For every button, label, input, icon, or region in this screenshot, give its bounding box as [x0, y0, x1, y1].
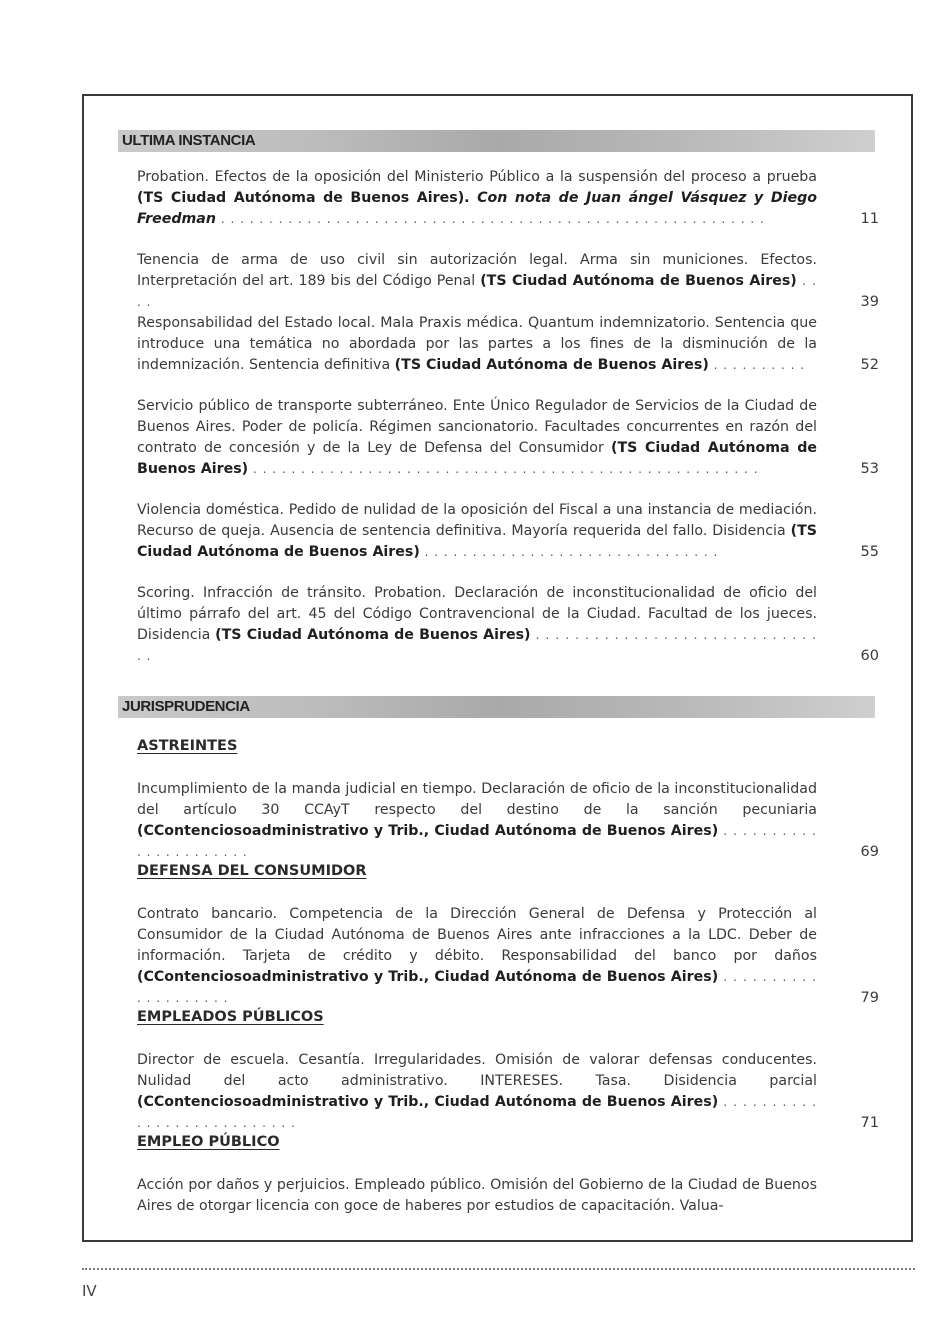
- index-entry: [137, 167, 879, 230]
- index-entry: [137, 313, 879, 376]
- footer-dotted-rule: [82, 1268, 915, 1270]
- leader-dots: . . . . . . . . . . . . . . . . . . . . . .: [137, 824, 817, 859]
- entry-court: (CContenciosoadministrativo y Trib., Ciudad Autónoma de Buenos Aires): [137, 1094, 719, 1110]
- page-number: 55: [860, 544, 879, 560]
- entry-court: (TS Ciudad Autónoma de Buenos Aires): [480, 273, 797, 289]
- section-header-jurisprudencia: [118, 696, 875, 718]
- entry-description: Probation. Efectos de la oposición del Ministerio Público a la suspensión del proceso a prueba: [137, 169, 817, 185]
- entry-text: [137, 250, 817, 313]
- section-header-ultima-instancia: [118, 130, 875, 152]
- entry-court: (TS Ciudad Autónoma de Buenos Aires): [215, 627, 531, 643]
- leader-dots: . . . . . . . . . . . . . . . . . . . . . . . . . . . . . . . . . . . . . . . . . . . . . . . . . . . . . . . . .: [216, 212, 765, 226]
- leader-dots: . . . . . . . . . .: [708, 358, 806, 372]
- leader-dots: . . . .: [137, 274, 817, 309]
- section-title: ULTIMA INSTANCIA: [122, 132, 256, 149]
- index-entry: [137, 1050, 879, 1134]
- entry-court: (CContenciosoadministrativo y Trib., Ciudad Autónoma de Buenos Aires): [137, 969, 719, 985]
- entry-description: Contrato bancario. Competencia de la Dirección General de Defensa y Protección al Consumidor de la Ciudad Autónoma de Buenos Aires ante infracciones a la LDC. Deber de información. Tarjeta de crédito y débito. Responsabilidad del banco por daños: [137, 906, 817, 964]
- entry-description: Incumplimiento de la manda judicial en tiempo. Declaración de oficio de la inconstitucionalidad del artículo 30 CCAyT respecto del destino de la sanción pecuniaria: [137, 781, 817, 818]
- leader-dots: . . . . . . . . . . . . . . . . . . . .: [137, 970, 817, 1005]
- entry-court: (TS Ciudad Autónoma de Buenos Aires): [137, 440, 817, 477]
- index-entry: [137, 500, 879, 563]
- entry-text: [137, 1050, 817, 1134]
- index-entry: [137, 396, 879, 480]
- entry-text: [137, 167, 817, 230]
- entry-description: Director de escuela. Cesantía. Irregularidades. Omisión de valorar defensas conducentes. Nulidad del acto administrativo. INTERESES. Tasa. Disidencia parcial: [137, 1052, 817, 1089]
- entry-note: Con nota de Juan ángel Vásquez y Diego Freedman: [137, 190, 817, 227]
- entry-description: Scoring. Infracción de tránsito. Probation. Declaración de inconstitucionalidad de oficio del último párrafo del art. 45 del Código Contravencional de la Ciudad. Facultad de los jueces. Disidencia: [137, 585, 817, 643]
- subheading-defensa-del-consumidor: DEFENSA DEL CONSUMIDOR: [137, 863, 367, 879]
- page-number: 53: [860, 461, 879, 477]
- index-entry: [137, 250, 879, 313]
- entry-text: [137, 904, 817, 1009]
- page-number: 11: [860, 211, 879, 227]
- page-number: 52: [860, 357, 879, 373]
- entry-court: (TS Ciudad Autónoma de Buenos Aires).: [137, 190, 470, 206]
- entry-court: (TS Ciudad Autónoma de Buenos Aires): [137, 523, 817, 560]
- page-folio: IV: [82, 1282, 97, 1300]
- entry-text: [137, 779, 817, 863]
- entry-text: [137, 500, 817, 563]
- page-number: 60: [860, 648, 879, 664]
- leader-dots: . . . . . . . . . . . . . . . . . . . . . . . . . . .: [137, 1095, 817, 1130]
- entry-text: [137, 1175, 817, 1217]
- page-number: 79: [860, 990, 879, 1006]
- subheading-empleo-publico: EMPLEO PÚBLICO: [137, 1134, 280, 1150]
- subheading-empleados-publicos: EMPLEADOS PÚBLICOS: [137, 1009, 324, 1025]
- index-entry: [137, 904, 879, 1009]
- page-number: 71: [860, 1115, 879, 1131]
- leader-dots: . . . . . . . . . . . . . . . . . . . . . . . . . . . . . . .: [137, 628, 817, 663]
- entry-court: (TS Ciudad Autónoma de Buenos Aires): [394, 357, 709, 373]
- page-number: 69: [860, 844, 879, 860]
- entry-text: [137, 396, 817, 480]
- subheading-astreintes: ASTREINTES: [137, 738, 238, 754]
- entry-text: [137, 313, 817, 376]
- leader-dots: . . . . . . . . . . . . . . . . . . . . . . . . . . . . . . . . . . . . . . . . . . . . . . . . . . . . .: [248, 462, 759, 476]
- entry-description: Tenencia de arma de uso civil sin autorización legal. Arma sin municiones. Efectos. Interpretación del art. 189 bis del Código Penal: [137, 252, 817, 289]
- index-entry: [137, 779, 879, 863]
- entry-description: Acción por daños y perjuicios. Empleado público. Omisión del Gobierno de la Ciudad de Buenos Aires de otorgar licencia con goce de haberes por estudios de capacitación. Valua-: [137, 1177, 817, 1214]
- entry-description: Responsabilidad del Estado local. Mala Praxis médica. Quantum indemnizatorio. Sentencia que introduce una temática no abordada por las partes a los fines de la disminución de la indemnización. Sentencia definitiva: [137, 315, 817, 373]
- leader-dots: . . . . . . . . . . . . . . . . . . . . . . . . . . . . . . .: [419, 545, 719, 559]
- index-entry: [137, 583, 879, 667]
- entry-description: Servicio público de transporte subterráneo. Ente Único Regulador de Servicios de la Ciudad de Buenos Aires. Poder de policía. Régimen sancionatorio. Facultades concurrentes en razón del contrato de concesión y de la Ley de Defensa del Consumidor: [137, 398, 817, 456]
- page-number: 39: [860, 294, 879, 310]
- section-title: JURISPRUDENCIA: [122, 698, 250, 715]
- entry-court: (CContenciosoadministrativo y Trib., Ciudad Autónoma de Buenos Aires): [137, 823, 719, 839]
- index-entry: [137, 1175, 879, 1217]
- entry-text: [137, 583, 817, 667]
- entry-description: Violencia doméstica. Pedido de nulidad de la oposición del Fiscal a una instancia de mediación. Recurso de queja. Ausencia de sentencia definitiva. Mayoría requerida del fallo. Disidencia: [137, 502, 817, 539]
